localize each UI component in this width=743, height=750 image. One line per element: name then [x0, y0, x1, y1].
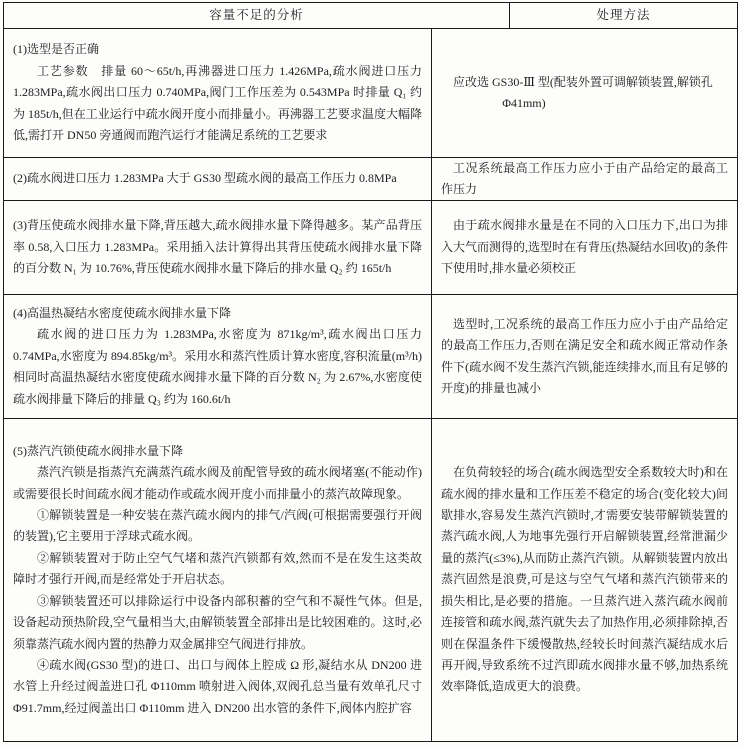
paragraph-body: (2)疏水阀进口压力 1.283MPa 大于 GS30 型疏水阀的最高工作压力 0.8MPa — [13, 171, 397, 186]
paragraph-title: (5)蒸汽汽锁使疏水阀排水量下降 — [13, 443, 183, 458]
paragraph-title: (1)选型是否正确 — [13, 42, 99, 57]
treatment-cell-1 — [432, 29, 737, 157]
analysis-table — [3, 2, 738, 742]
paragraph-treatment: 由于疏水阀排水量是在不同的入口压力下,出口为排入大气而测得的,选型时在有背压(热凝结水回收)的条件下使用时,排水量必须校正 — [441, 218, 728, 276]
table-row-1 — [4, 28, 737, 157]
paragraph-item-1: ①解锁装置是一种安装在蒸汽疏水阀内的排气/汽阀(可根据需要强行开阀的装置),它主要用于浮球式疏水阀。 — [13, 508, 422, 544]
table-row-2 — [4, 157, 737, 200]
treatment-cell-3 — [432, 201, 737, 294]
table-row-5 — [4, 418, 737, 741]
paragraph-title: (4)高温热凝结水密度使疏水阀排水量下降 — [13, 305, 231, 320]
analysis-cell-4 — [4, 295, 432, 418]
paragraph-body: (3)背压使疏水阀排水量下降,背压越大,疏水阀排水量下降得越多。某产品背压率 0.58,入口压力 1.283MPa。采用插入法计算得出其背压使疏水阀排水量下降的百分数 N₁ 为 10.76%,背压使疏水阀排水量下降后的排水量 Q₂ 约 165t/h — [13, 218, 422, 276]
table-header-row — [4, 3, 737, 28]
header-label-treatment: 处理方法 — [596, 7, 651, 22]
paragraph-item-4: ④疏水阀(GS30 型)的进口、出口与阀体上腔成 Ω 形,凝结水从 DN200 进水管上升经过阀盖进口孔 Φ110mm 喷射进入阀体,双阀孔总当量有效单孔尺寸 Φ91.7mm,经过阀盖出口 Φ110mm 进入 DN200 出水管的条件下,阀体内腔扩容 — [13, 657, 422, 715]
header-cell-treatment — [510, 3, 737, 28]
treatment-cell-4 — [432, 295, 737, 418]
paragraph-treatment: 选型时,工况系统的最高工作压力应小于由产品给定的最高工作压力,否则在满足安全和疏水阀正常动作条件下(疏水阀不发生蒸汽汽锁,能连续排水,而且有足够的开度)的排量也减小 — [441, 316, 728, 395]
table-row-4 — [4, 294, 737, 418]
analysis-cell-1 — [4, 29, 432, 157]
analysis-cell-3 — [4, 201, 432, 294]
analysis-cell-5 — [4, 419, 432, 741]
header-label-analysis: 容量不足的分析 — [209, 7, 304, 22]
treatment-cell-5 — [432, 419, 737, 741]
paragraph-body: 工艺参数 排量 60～65t/h,再沸器进口压力 1.426MPa,疏水阀进口压力 1.283MPa,疏水阀出口压力 0.740MPa,阀门工作压差为 0.543MPa 时排量 Q₁ 约为 185t/h,但在工业运行中疏水阀开度小而排量小。再沸器工艺要求温度大幅降低,需打开 DN50 旁通阀而跑汽运行才能满足系统的工艺要求 — [13, 63, 422, 143]
table-row-3 — [4, 200, 737, 294]
paragraph-treatment: 应改选 GS30-Ⅲ 型(配装外置可调解锁装置,解锁孔 Φ41mm) — [453, 74, 713, 110]
treatment-cell-2 — [432, 158, 737, 200]
paragraph-body: 蒸汽汽锁是指蒸汽充满蒸汽疏水阀及前配管导致的疏水阀堵塞(不能动作)或需要很长时间疏水阀才能动作或疏水阀开度小而排量小的蒸汽故障现象。 — [13, 465, 422, 501]
paragraph-treatment: 在负荷较轻的场合(疏水阀选型安全系数较大时)和在疏水阀的排水量和工作压差不稳定的场合(变化较大)间歇排水,容易发生蒸汽汽锁时,才需要安装带解锁装置的蒸汽疏水阀,人为地事先强行开启解锁装置,经常泄漏少量的蒸汽(≤3%),从而防止蒸汽汽锁。从解锁装置内放出蒸汽固然是浪费,可是这与空气气堵和蒸汽汽锁带来的损失相比,是必要的措施。一旦蒸汽进入蒸汽疏水阀前连接管和疏水阀,蒸汽就失去了加热作用,必须排除掉,否则在保温条件下缓慢散热,经较长时间蒸汽凝结成水后再开阀,导致系统不过汽即疏水阀排水量不够,加热系统效率降低,造成更大的浪费。 — [441, 465, 728, 694]
paragraph-body: 疏水阀的进口压力为 1.283MPa,水密度为 871kg/m³,疏水阀出口压力 0.74MPa,水密度为 894.85kg/m³。采用水和蒸汽性质计算水密度,容积流量(m³/h)相同时高温热凝结水密度使疏水阀排水量下降的百分数 N₂ 为 2.67%,水密度使疏水阀排量下降后的排量 Q₃ 约为 160.6t/h — [13, 327, 422, 406]
analysis-cell-2 — [4, 158, 432, 200]
header-cell-analysis — [4, 3, 510, 28]
paragraph-treatment: 工况系统最高工作压力应小于由产品给定的最高工作压力 — [441, 160, 728, 196]
paragraph-item-2: ②解锁装置对于防止空气气堵和蒸汽汽锁都有效,然而不是在发生这类故障时才强行开阀,而是经常处于开启状态。 — [13, 550, 422, 587]
paragraph-item-3: ③解锁装置还可以排除运行中设备内部积蓄的空气和不凝性气体。但是,设备起动预热阶段,空气量相当大,由解锁装置全部排出是比较困难的。这时,必须靠蒸汽疏水阀内置的热静力双金属排空气阀进行排放。 — [13, 593, 422, 651]
